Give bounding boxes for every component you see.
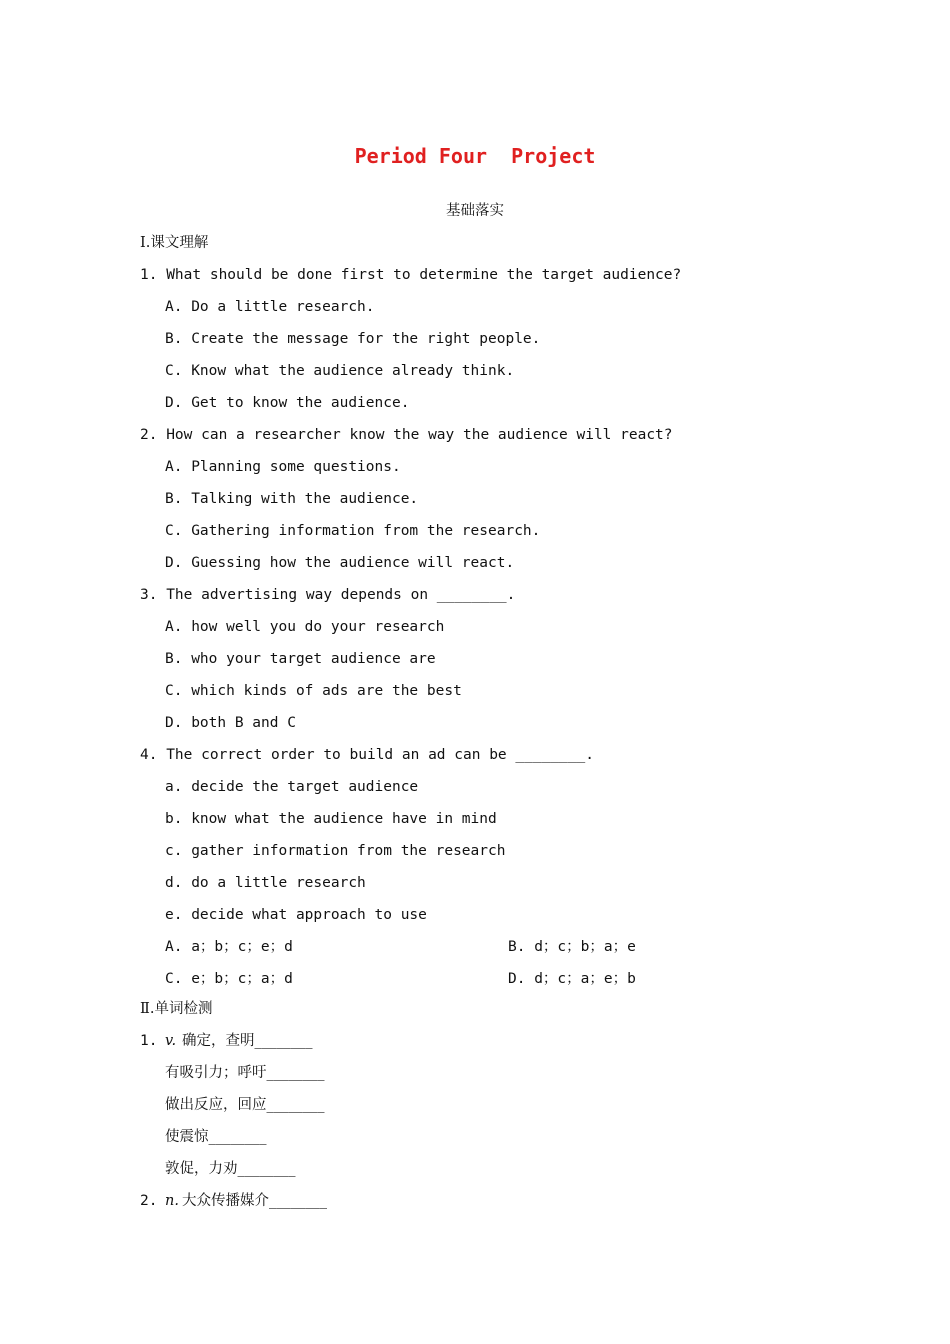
question-4-step-a: a. decide the target audience — [165, 779, 419, 795]
question-4-option-d: D. d；c；a；e；b — [508, 971, 636, 987]
question-2-stem: 2. How can a researcher know the way the audience will react? — [140, 427, 673, 443]
question-1-option-d: D. Get to know the audience. — [165, 395, 410, 411]
question-3-option-d: D. both B and C — [165, 715, 296, 731]
vocab-item-1-number: 1. — [140, 1033, 158, 1049]
page-title: Period Four Project — [354, 144, 596, 168]
vocab-item-mass-media: 大众传播媒介________ — [182, 1193, 327, 1209]
question-1-option-c: C. Know what the audience already think. — [165, 363, 515, 379]
question-1-option-b: B. Create the message for the right people. — [165, 331, 541, 347]
question-2-option-b: B. Talking with the audience. — [165, 491, 419, 507]
question-3-option-b: B. who your target audience are — [165, 651, 436, 667]
question-2-option-d: D. Guessing how the audience will react. — [165, 555, 515, 571]
question-2-option-a: A. Planning some questions. — [165, 459, 401, 475]
vocab-item-urge: 敦促，力劝________ — [165, 1161, 296, 1177]
vocab-item-shock: 使震惊________ — [165, 1129, 267, 1145]
question-4-step-c: c. gather information from the research — [165, 843, 506, 859]
vocab-item-determine: 确定，查明________ — [182, 1033, 313, 1049]
question-3-option-c: C. which kinds of ads are the best — [165, 683, 462, 699]
question-1-option-a: A. Do a little research. — [165, 299, 375, 315]
question-3-stem: 3. The advertising way depends on ________. — [140, 587, 516, 603]
vocab-item-appeal: 有吸引力；呼吁________ — [165, 1065, 325, 1081]
question-4-option-a: A. a；b；c；e；d — [165, 939, 293, 955]
vocab-item-2-pos: n. — [165, 1193, 179, 1209]
part2-heading: Ⅱ.单词检测 — [140, 1001, 213, 1017]
question-4-step-b: b. know what the audience have in mind — [165, 811, 497, 827]
part1-heading: Ⅰ.课文理解 — [140, 235, 209, 251]
question-4-step-e: e. decide what approach to use — [165, 907, 427, 923]
question-4-option-c: C. e；b；c；a；d — [165, 971, 293, 987]
question-1-stem: 1. What should be done first to determine the target audience? — [140, 267, 682, 283]
vocab-item-respond: 做出反应，回应________ — [165, 1097, 325, 1113]
question-4-stem: 4. The correct order to build an ad can be ________. — [140, 747, 594, 763]
vocab-item-2-number: 2. — [140, 1193, 158, 1209]
vocab-item-1-pos: v. — [165, 1033, 177, 1049]
question-4-step-d: d. do a little research — [165, 875, 366, 891]
question-4-option-b: B. d；c；b；a；e — [508, 939, 636, 955]
section-label: 基础落实 — [446, 203, 504, 219]
question-3-option-a: A. how well you do your research — [165, 619, 445, 635]
question-2-option-c: C. Gathering information from the research. — [165, 523, 541, 539]
